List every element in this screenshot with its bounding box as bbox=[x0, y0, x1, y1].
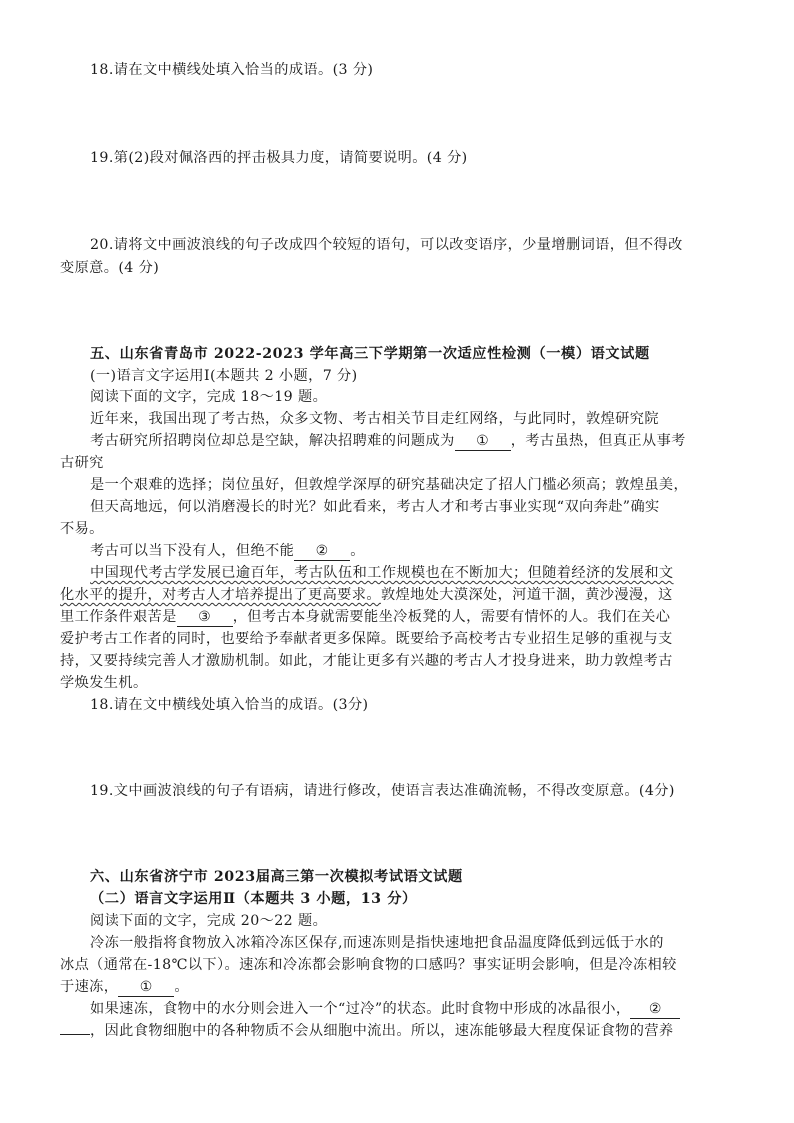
section5-p4-line6: 学焕发生机。 bbox=[60, 675, 148, 691]
section5-p3-text-a: 考古可以当下没有人，但绝不能 bbox=[90, 543, 295, 559]
section5-p2-line1: 是一个艰难的选择；岗位虽好，但敦煌学深厚的研究基础决定了招人门槛必须高；敦煌虽美， bbox=[90, 477, 689, 493]
section5-question-19: 19.文中画波浪线的句子有语病，请进行修改，使语言表达准确流畅，不得改变原意。(4分) bbox=[90, 783, 675, 799]
prev-question-20-line2: 变原意。(4 分) bbox=[60, 260, 160, 276]
section6-p1-line1: 冷冻一般指将食物放入冰箱冷冻区保存,而速冻则是指快速地把食品温度降低到远低于水的 bbox=[90, 935, 664, 951]
section5-p1-text-b: ，考古虽热，但真正从事考 bbox=[510, 433, 686, 449]
section6-instruction: 阅读下面的文字，完成 20～22 题。 bbox=[90, 913, 328, 929]
section5-p3-text-b: 。 bbox=[350, 543, 365, 559]
section5-p2-line2: 但天高地远，何以消磨漫长的时光？如此看来，考古人才和考古事业实现“双向奔赴”确实 bbox=[90, 499, 660, 515]
prev-question-20-line1: 20.请将文中画波浪线的句子改成四个较短的语句，可以改变语序，少量增删词语，但不得改 bbox=[90, 237, 683, 253]
section6-subtitle: （二）语言文字运用Ⅱ（本题共 3 小题，13 分） bbox=[90, 891, 417, 907]
section5-p4-line4: 爱护考古工作者的同时，也要给予奉献者更多保障。既要给予高校考古专业招生足够的重视与支 bbox=[60, 631, 673, 647]
section6-p2-line2 bbox=[60, 1021, 674, 1042]
section6-p1-text-b: 。 bbox=[174, 979, 189, 995]
section6-p1-line3 bbox=[60, 977, 189, 998]
section5-p4-line5: 持，又要持续完善人才激励机制。如此，才能让更多有兴趣的考古人才投身进来，助力敦煌考古 bbox=[60, 653, 673, 669]
section5-question-18: 18.请在文中横线处填入恰当的成语。(3分) bbox=[90, 697, 369, 713]
section5-p1-line1: 近年来，我国出现了考古热，众多文物、考古相关节目走红网络，与此同时，敦煌研究院 bbox=[90, 411, 659, 427]
wavy-sentence-part2: 化水平的提升，对考古人才培养提出了更高要求。 bbox=[60, 587, 381, 603]
blank-2[interactable]: ② bbox=[294, 543, 350, 561]
prev-question-18: 18.请在文中横线处填入恰当的成语。(3 分) bbox=[90, 62, 374, 78]
section5-p4-line1 bbox=[90, 563, 674, 584]
section5-subtitle: (一)语言文字运用Ⅰ(本题共 2 小题，7 分) bbox=[90, 368, 358, 384]
blank-s6-2[interactable]: ② bbox=[630, 1001, 680, 1019]
section5-p4-text: 敦煌地处大漠深处，河道干涸，黄沙漫漫，这 bbox=[380, 587, 673, 603]
section6-p2-text-b: ，因此食物细胞中的各种物质不会从细胞中流出。所以，速冻能够最大程度保证食物的营养 bbox=[90, 1023, 674, 1039]
section6-title: 六、山东省济宁市 2023届高三第一次模拟考试语文试题 bbox=[90, 869, 463, 885]
section6-p1-line2: 冰点（通常在-18℃以下）。速冻和冷冻都会影响食物的口感吗？事实证明会影响，但是冷冻相较 bbox=[60, 957, 677, 973]
section6-p1-text-a: 于速冻， bbox=[60, 979, 119, 995]
section5-p4-line2 bbox=[60, 585, 673, 606]
section5-instruction: 阅读下面的文字，完成 18～19 题。 bbox=[90, 389, 328, 405]
section6-p2-line1 bbox=[90, 999, 680, 1020]
section5-p1-line3: 古研究 bbox=[60, 455, 104, 471]
blank-s6-2-continued bbox=[60, 1034, 90, 1035]
section5-p3 bbox=[90, 541, 365, 562]
section5-p2-line3: 不易。 bbox=[60, 521, 104, 537]
section5-p4-line3 bbox=[60, 607, 670, 628]
section5-title: 五、山东省青岛市 2022-2023 学年高三下学期第一次适应性检测（一模）语文试题 bbox=[90, 346, 650, 362]
blank-s6-1[interactable]: ① bbox=[118, 979, 174, 997]
section5-p1-line2 bbox=[90, 431, 686, 452]
section5-p4-text-a: 里工作条件艰苦是 bbox=[60, 609, 177, 625]
prev-question-19: 19.第(2)段对佩洛西的抨击极具力度，请简要说明。(4 分) bbox=[90, 150, 468, 166]
blank-1[interactable]: ① bbox=[455, 433, 511, 451]
blank-3[interactable]: ③ bbox=[177, 609, 233, 627]
section6-p2-text-a: 如果速冻，食物中的水分则会进入一个“过冷”的状态。此时食物中形成的冰晶很小， bbox=[90, 1001, 631, 1017]
section5-p4-text-b: ，但考古本身就需要能坐冷板凳的人，需要有情怀的人。我们在关心 bbox=[232, 609, 671, 625]
section5-p1-text-a: 考古研究所招聘岗位却总是空缺，解决招聘难的问题成为 bbox=[90, 433, 455, 449]
wavy-sentence-part1: 中国现代考古学发展已逾百年，考古队伍和工作规模也在不断加大；但随着经济的发展和文 bbox=[90, 565, 674, 581]
